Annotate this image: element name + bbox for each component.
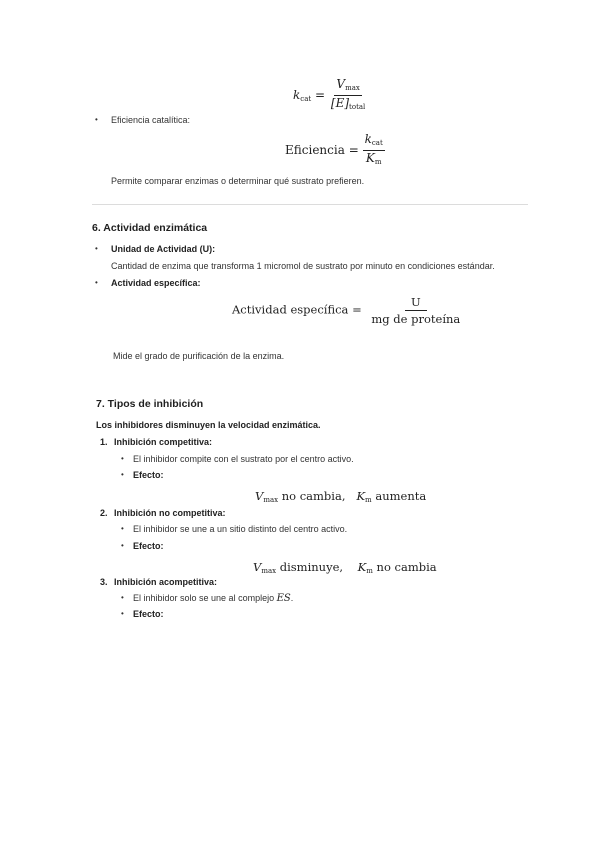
km-sub: m <box>365 496 372 504</box>
specific-den: mg de proteína <box>371 312 461 326</box>
kcat-den: [E] <box>330 96 350 110</box>
purification-note: Mide el grado de purificación de la enzima. <box>113 351 285 361</box>
bullet-dot: • <box>121 470 124 479</box>
kcat-num-sub: max <box>345 84 360 92</box>
bullet-dot: • <box>95 115 98 124</box>
efficiency-formula <box>285 133 385 168</box>
kcat-formula <box>293 78 367 113</box>
bullet-dot: • <box>121 609 124 618</box>
bullet-dot: • <box>121 541 124 550</box>
competitive-desc: El inhibidor compite con el sustrato por el centro activo. <box>133 454 354 464</box>
km-text: no cambia <box>372 560 437 574</box>
specific-lhs: Actividad específica <box>232 302 349 317</box>
noncompetitive-effect-label: Efecto: <box>133 541 164 551</box>
kcat-eq: = <box>315 88 326 102</box>
uncompetitive-desc-text: El inhibidor solo se une al complejo <box>133 593 275 603</box>
vmax-symbol: V <box>253 560 262 574</box>
unit-activity-text: Cantidad de enzima que transforma 1 micromol de sustrato por minuto en condiciones estándar. <box>111 261 495 271</box>
vmax-sub: max <box>263 496 279 504</box>
vmax-sub: max <box>261 567 277 575</box>
unit-activity-label: Unidad de Actividad (U): <box>111 244 216 254</box>
kcat-num: V <box>336 77 346 91</box>
bullet-dot: • <box>121 593 124 602</box>
section7-title: 7. Tipos de inhibición <box>96 398 204 410</box>
section7-intro: Los inhibidores disminuyen la velocidad enzimática. <box>96 420 321 430</box>
efficiency-fraction <box>363 133 385 168</box>
section6-title: 6. Actividad enzimática <box>92 222 208 234</box>
km-symbol: K <box>357 560 367 574</box>
kcat-symbol: k <box>293 88 301 102</box>
noncompetitive-title: Inhibición no competitiva: <box>114 508 226 518</box>
noncompetitive-effect-eq <box>253 560 437 575</box>
specific-eq: = <box>352 302 362 317</box>
item-number: 3. <box>100 577 108 587</box>
specific-num: U <box>410 295 421 309</box>
uncompetitive-title: Inhibición acompetitiva: <box>114 577 218 587</box>
competitive-effect-eq <box>255 489 426 504</box>
efficiency-den-sub: m <box>374 158 382 166</box>
vmax-symbol: V <box>255 489 264 503</box>
uncompetitive-desc <box>133 592 293 605</box>
competitive-effect-label: Efecto: <box>133 470 164 480</box>
noncompetitive-desc: El inhibidor se une a un sitio distinto del centro activo. <box>133 524 348 534</box>
efficiency-eq: = <box>348 143 359 157</box>
efficiency-den: K <box>365 151 375 165</box>
efficiency-note: Permite comparar enzimas o determinar qué sustrato prefieren. <box>111 176 365 186</box>
bullet-dot: • <box>121 454 124 463</box>
kcat-fraction <box>329 78 367 113</box>
item-number: 2. <box>100 508 108 518</box>
vmax-text: no cambia, <box>278 489 346 503</box>
item-number: 1. <box>100 437 108 447</box>
specific-activity-label: Actividad específica: <box>111 278 201 288</box>
bullet-dot: • <box>95 244 98 253</box>
efficiency-label: Eficiencia catalítica: <box>111 115 191 125</box>
uncompetitive-effect-label: Efecto: <box>133 609 164 619</box>
km-text: aumenta <box>371 489 427 503</box>
efficiency-num-sub: cat <box>371 139 383 147</box>
kcat-sub: cat <box>300 95 312 103</box>
km-symbol: K <box>356 489 366 503</box>
specific-fraction <box>365 296 466 325</box>
efficiency-num: k <box>364 132 372 146</box>
competitive-title: Inhibición competitiva: <box>114 437 213 447</box>
vmax-text: disminuye, <box>276 560 344 574</box>
kcat-den-sub: total <box>349 103 366 111</box>
km-sub: m <box>366 567 373 575</box>
specific-activity-formula <box>232 296 466 325</box>
section-divider <box>92 204 528 205</box>
es-complex: ES <box>276 593 291 604</box>
bullet-dot: • <box>95 278 98 287</box>
efficiency-lhs: Eficiencia <box>285 143 345 157</box>
bullet-dot: • <box>121 524 124 533</box>
uncompetitive-desc-end: . <box>290 593 294 603</box>
